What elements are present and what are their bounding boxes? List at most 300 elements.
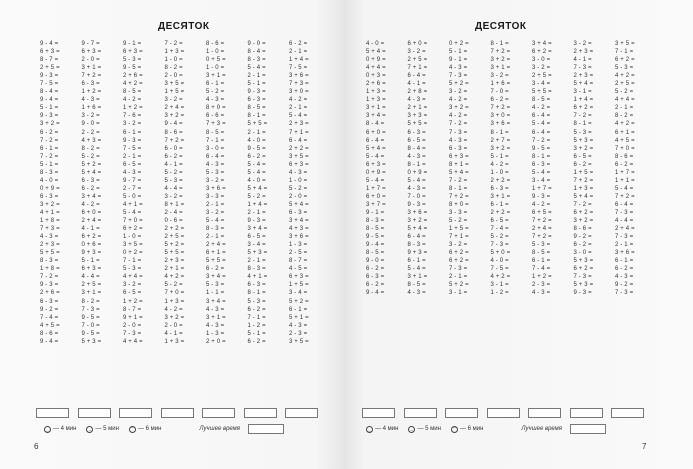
- exercise-item: 3 + 6 =: [289, 234, 309, 241]
- exercise-column: [366, 40, 402, 298]
- exercise-item: 6 - 3 =: [449, 145, 468, 152]
- exercise-item: 8 - 7 =: [123, 306, 142, 313]
- exercise-item: 7 + 0 =: [123, 218, 143, 225]
- exercise-item: 7 - 1 =: [206, 137, 225, 144]
- exercise-item: 6 - 6 =: [206, 113, 225, 120]
- exercise-item: 2 + 1 =: [164, 266, 185, 273]
- exercise-item: 3 + 2 =: [40, 201, 60, 208]
- exercise-item: 4 - 2 =: [490, 161, 509, 168]
- exercise-item: 1 + 6 =: [490, 81, 511, 88]
- exercise-item: 2 - 1 =: [206, 234, 225, 241]
- exercise-item: 1 + 3 =: [164, 298, 185, 305]
- exercise-item: 3 + 2 =: [407, 218, 428, 225]
- exercise-item: 9 - 3 =: [407, 201, 426, 208]
- exercise-item: 7 - 4 =: [490, 226, 509, 233]
- exercise-item: 8 - 6 =: [164, 129, 183, 136]
- exercise-item: 5 - 4 =: [532, 169, 551, 176]
- exercise-item: 6 - 2 =: [573, 161, 592, 168]
- exercise-item: 2 + 5 =: [407, 57, 428, 64]
- exercise-item: 7 + 2 =: [81, 73, 102, 80]
- exercise-item: 7 - 0 =: [407, 193, 426, 200]
- exercise-item: 6 + 2 =: [449, 250, 469, 257]
- exercise-item: 3 - 4 =: [532, 177, 551, 184]
- exercise-item: 4 + 2 =: [123, 81, 143, 88]
- exercise-item: 3 + 5 =: [615, 41, 635, 47]
- exercise-item: 8 - 6 =: [40, 330, 59, 337]
- legend-item: – — 5 мин: [408, 426, 440, 433]
- exercise-item: 2 + 5 =: [40, 65, 60, 72]
- exercise-item: 1 + 7 =: [366, 185, 386, 192]
- exercise-item: 4 + 5 =: [40, 322, 60, 329]
- exercise-item: 9 - 4 =: [40, 41, 59, 47]
- exercise-item: 2 - 0 =: [81, 57, 100, 64]
- exercise-item: 1 + 3 =: [164, 49, 185, 56]
- exercise-item: 7 + 3 =: [40, 226, 60, 233]
- legend-item: ‿ — 4 мин: [45, 426, 77, 432]
- exercise-item: 2 - 0 =: [289, 193, 308, 200]
- exercise-item: 5 - 1 =: [247, 330, 266, 337]
- exercise-item: 0 + 9 =: [366, 57, 386, 64]
- exercise-item: 7 - 2 =: [40, 137, 59, 144]
- exercise-item: 3 + 1 =: [81, 290, 102, 297]
- exercise-item: 4 - 1 =: [407, 81, 426, 88]
- exercise-item: 9 - 5 =: [81, 330, 100, 337]
- exercise-item: 3 - 2 =: [490, 73, 509, 80]
- exercise-item: 8 - 3 =: [247, 57, 266, 64]
- exercise-item: 9 - 0 =: [247, 41, 266, 47]
- exercise-item: 3 + 2 =: [573, 218, 594, 225]
- exercise-item: 4 + 4 =: [366, 65, 386, 72]
- exercise-item: 6 - 5 =: [407, 137, 426, 144]
- exercise-item: 9 - 5 =: [532, 145, 551, 152]
- exercise-item: 3 + 2 =: [40, 121, 60, 128]
- exercise-item: 2 + 3 =: [289, 121, 309, 128]
- exercise-item: 1 - 2 =: [247, 322, 266, 329]
- exercise-item: 6 - 4 =: [615, 201, 634, 208]
- exercise-item: 7 - 2 =: [532, 137, 551, 144]
- column-time-box[interactable]: [570, 408, 603, 418]
- exercise-item: 8 - 3 =: [40, 169, 59, 176]
- exercise-item: 9 - 3 =: [123, 137, 142, 144]
- exercise-item: 7 - 2 =: [573, 113, 592, 120]
- exercise-item: 4 + 1 =: [123, 201, 143, 208]
- exercise-item: 6 - 4 =: [366, 137, 385, 144]
- exercise-item: 5 - 4 =: [247, 65, 266, 72]
- exercise-item: 5 - 4 =: [289, 113, 308, 120]
- exercise-item: 2 + 2 =: [289, 145, 309, 152]
- exercise-item: 4 - 2 =: [532, 201, 551, 208]
- exercise-item: 3 + 0 =: [490, 113, 511, 120]
- exercise-item: 3 - 2 =: [123, 121, 142, 128]
- exercise-item: 4 - 3 =: [206, 322, 225, 329]
- exercise-item: 6 + 3 =: [289, 161, 309, 168]
- exercise-item: 6 - 2 =: [40, 129, 59, 136]
- exercise-item: 5 + 3 =: [573, 258, 594, 265]
- exercise-item: 9 - 1 =: [123, 41, 142, 47]
- exercise-item: 7 + 1 =: [407, 65, 428, 72]
- exercise-item: 6 - 4 =: [532, 129, 551, 136]
- exercise-item: 2 - 1 =: [123, 153, 142, 160]
- exercise-column: [40, 40, 76, 346]
- exercise-item: 5 - 1 =: [449, 49, 468, 56]
- exercise-item: 9 + 3 =: [407, 250, 428, 257]
- exercise-item: 3 - 2 =: [206, 177, 225, 184]
- exercise-item: 1 + 5 =: [164, 89, 185, 96]
- exercise-item: 6 - 1 =: [123, 129, 142, 136]
- exercise-item: 2 + 5 =: [164, 234, 185, 241]
- exercise-item: 2 - 1 =: [206, 201, 225, 208]
- exercise-item: 8 + 0 =: [206, 105, 226, 112]
- exercise-item: 9 - 3 =: [40, 73, 59, 80]
- exercise-item: 2 + 4 =: [81, 218, 102, 225]
- exercise-item: 4 - 2 =: [123, 97, 142, 104]
- exercise-item: 0 + 2 =: [123, 250, 143, 257]
- column-time-box[interactable]: [285, 408, 318, 418]
- exercise-item: 6 + 0 =: [366, 193, 386, 200]
- exercise-item: 8 - 6 =: [615, 153, 634, 160]
- exercise-item: 7 - 2 =: [449, 177, 468, 184]
- exercise-item: 8 - 3 =: [40, 258, 59, 265]
- exercise-item: 5 - 4 =: [532, 121, 551, 128]
- exercise-item: 9 - 5 =: [81, 314, 100, 321]
- legend-item: ‿ — 4 мин: [367, 426, 399, 432]
- column-time-box[interactable]: [611, 408, 644, 418]
- exercise-column: [82, 40, 118, 346]
- exercise-item: 5 - 2 =: [164, 169, 183, 176]
- column-time-box[interactable]: [404, 408, 437, 418]
- exercise-item: 7 - 3 =: [449, 73, 468, 80]
- exercise-item: 7 + 0 =: [615, 145, 635, 152]
- exercise-item: 5 + 2 =: [449, 282, 469, 289]
- best-time-input[interactable]: [570, 424, 606, 434]
- exercise-item: 6 - 2 =: [573, 242, 592, 249]
- exercise-item: 5 - 3 =: [532, 242, 551, 249]
- exercise-item: 3 - 2 =: [81, 113, 100, 120]
- exercise-item: 4 - 3 =: [449, 137, 468, 144]
- exercise-item: 6 + 2 =: [81, 234, 102, 241]
- exercise-item: 4 - 4 =: [81, 274, 100, 281]
- column-time-box[interactable]: [244, 408, 277, 418]
- exercise-item: 5 + 3 =: [573, 137, 594, 144]
- exercise-item: 3 + 5 =: [289, 338, 309, 345]
- smile-face-icon: ‿: [45, 426, 50, 432]
- exercise-item: 4 + 2 =: [490, 274, 511, 281]
- exercise-item: 6 - 2 =: [164, 153, 183, 160]
- column-time-box[interactable]: [445, 408, 478, 418]
- exercise-item: 5 + 2 =: [81, 161, 102, 168]
- exercise-item: 5 + 4 =: [573, 81, 594, 88]
- exercise-item: 3 + 4 =: [206, 298, 226, 305]
- exercise-item: 2 - 1 =: [449, 274, 468, 281]
- exercise-item: 4 + 4 =: [615, 97, 635, 104]
- exercise-item: 5 + 5 =: [247, 121, 268, 128]
- page-number: 7: [642, 442, 647, 451]
- exercise-item: 6 - 5 =: [123, 290, 142, 297]
- exercise-item: 1 - 0 =: [289, 177, 308, 184]
- exercise-item: 6 - 4 =: [532, 113, 551, 120]
- exercise-item: 5 - 4 =: [407, 177, 426, 184]
- exercise-item: 1 + 5 =: [573, 169, 594, 176]
- exercise-item: 5 - 2 =: [449, 218, 468, 225]
- legend-item: ⌒ — 6 мин: [130, 426, 162, 432]
- exercise-item: 3 + 7 =: [366, 201, 386, 208]
- column-time-box[interactable]: [36, 408, 69, 418]
- exercise-item: 8 + 1 =: [449, 161, 469, 168]
- exercise-item: 6 - 1 =: [289, 306, 308, 313]
- column-time-box[interactable]: [487, 408, 520, 418]
- exercise-item: 1 + 3 =: [573, 185, 594, 192]
- exercise-item: 3 + 5 =: [289, 153, 309, 160]
- exercise-item: 0 + 9 =: [407, 169, 428, 176]
- exercise-item: 5 - 3 =: [123, 57, 142, 64]
- exercise-item: 2 + 4 =: [164, 105, 185, 112]
- exercise-item: 4 + 3 =: [289, 226, 309, 233]
- exercise-item: 4 - 1 =: [164, 161, 183, 168]
- column-time-box[interactable]: [119, 408, 152, 418]
- legend-item: ⌒ — 6 мин: [452, 426, 484, 432]
- exercise-item: 2 - 0 =: [123, 322, 142, 329]
- column-time-box[interactable]: [528, 408, 561, 418]
- exercise-item: 3 + 4 =: [247, 226, 268, 233]
- exercise-item: 2 - 1 =: [247, 73, 266, 80]
- exercise-item: 6 - 2 =: [615, 266, 634, 273]
- column-time-box[interactable]: [161, 408, 194, 418]
- exercise-item: 4 - 3 =: [206, 161, 225, 168]
- exercise-item: 5 + 3 =: [573, 282, 594, 289]
- exercise-item: 1 - 0 =: [490, 169, 509, 176]
- exercise-item: 2 + 5 =: [532, 73, 552, 80]
- best-time-label: Лучшее время: [199, 426, 241, 432]
- exercise-item: 2 - 0 =: [164, 73, 183, 80]
- exercise-item: 6 + 3 =: [449, 153, 469, 160]
- exercise-item: 9 - 3 =: [573, 290, 592, 297]
- best-time-input[interactable]: [248, 424, 284, 434]
- exercise-item: 3 - 2 =: [206, 209, 225, 216]
- exercise-item: 4 + 1 =: [247, 274, 268, 281]
- exercise-item: 1 - 3 =: [206, 330, 225, 337]
- exercise-item: 6 - 4 =: [206, 153, 225, 160]
- exercise-item: 3 + 6 =: [289, 73, 309, 80]
- exercise-item: 6 + 2 =: [573, 209, 594, 216]
- exercise-item: 6 + 3 =: [81, 266, 102, 273]
- exercise-item: 9 - 3 =: [532, 193, 551, 200]
- exercise-item: 8 - 3 =: [247, 266, 266, 273]
- exercise-item: 5 - 2 =: [206, 89, 225, 96]
- exercise-item: 5 + 1 =: [289, 314, 309, 321]
- exercise-item: 5 - 3 =: [123, 266, 142, 273]
- exercise-item: 7 + 3 =: [206, 121, 226, 128]
- exercise-item: 5 + 3 =: [81, 338, 102, 345]
- exercise-item: 8 - 5 =: [366, 226, 385, 233]
- exercise-item: 1 - 0 =: [206, 65, 225, 72]
- exercise-item: 3 - 2 =: [164, 97, 183, 104]
- exercise-item: 3 - 2 =: [573, 41, 592, 47]
- exercise-item: 9 - 3 =: [247, 89, 266, 96]
- exercise-item: 7 - 2 =: [449, 121, 468, 128]
- exercise-item: 7 - 3 =: [615, 209, 634, 216]
- exercise-item: 2 + 3 =: [573, 73, 594, 80]
- exercise-item: 0 + 2 =: [449, 41, 469, 47]
- exercise-item: 3 + 0 =: [289, 89, 309, 96]
- exercise-item: 2 - 1 =: [615, 105, 634, 112]
- exercise-item: 6 - 0 =: [164, 145, 183, 152]
- exercise-item: 5 - 2 =: [247, 193, 266, 200]
- exercise-item: 3 + 6 =: [490, 121, 511, 128]
- exercise-item: 4 - 3 =: [407, 290, 426, 297]
- exercise-item: 7 + 2 =: [490, 105, 511, 112]
- exercise-item: 2 - 5 =: [289, 250, 308, 257]
- exercise-item: 0 + 3 =: [366, 73, 386, 80]
- exercise-item: 6 + 2 =: [532, 49, 552, 56]
- exercise-item: 3 - 3 =: [449, 209, 468, 216]
- exercise-item: 8 - 2 =: [81, 145, 100, 152]
- exercise-item: 1 + 4 =: [247, 201, 268, 208]
- exercise-item: 0 + 9 =: [40, 185, 60, 192]
- exercise-item: 2 + 3 =: [40, 242, 60, 249]
- exercise-item: 6 - 3 =: [81, 177, 100, 184]
- exercise-item: 8 - 5 =: [532, 250, 551, 257]
- exercise-item: 3 - 2 =: [449, 242, 468, 249]
- exercise-item: 8 - 5 =: [206, 129, 225, 136]
- exercise-item: 2 - 1 =: [615, 242, 634, 249]
- exercise-item: 1 + 7 =: [532, 185, 552, 192]
- exercise-item: 6 + 0 =: [366, 129, 386, 136]
- exercise-item: 4 - 0 =: [40, 177, 59, 184]
- exercise-item: 6 - 2 =: [366, 266, 385, 273]
- exercise-item: 8 - 1 =: [449, 185, 468, 192]
- exercise-item: 6 - 3 =: [490, 185, 509, 192]
- exercise-item: 5 + 2 =: [164, 242, 185, 249]
- exercise-item: 6 - 3 =: [366, 274, 385, 281]
- exercise-item: 2 + 0 =: [206, 338, 226, 345]
- exercise-item: 5 + 4 =: [366, 145, 386, 152]
- time-legend: [366, 424, 606, 434]
- exercise-item: 7 - 2 =: [40, 274, 59, 281]
- exercise-item: 4 - 3 =: [289, 322, 308, 329]
- exercise-item: 2 - 7 =: [123, 185, 142, 192]
- exercise-item: 5 - 4 =: [123, 209, 142, 216]
- exercise-item: 6 + 3 =: [289, 274, 309, 281]
- exercise-item: 8 - 3 =: [206, 226, 225, 233]
- exercise-item: 8 + 0 =: [449, 201, 469, 208]
- exercise-item: 7 - 1 =: [247, 314, 266, 321]
- exercise-item: 7 - 5 =: [490, 266, 509, 273]
- exercise-item: 7 + 2 =: [532, 218, 552, 225]
- exercise-item: 5 - 3 =: [615, 65, 634, 72]
- exercise-item: 2 + 8 =: [407, 89, 428, 96]
- exercise-item: 4 - 3 =: [449, 65, 468, 72]
- exercise-item: 9 - 4 =: [366, 290, 385, 297]
- exercise-item: 2 - 1 =: [247, 129, 266, 136]
- exercise-item: 7 - 3 =: [449, 266, 468, 273]
- exercise-column: [615, 40, 651, 298]
- exercise-item: 6 - 2 =: [615, 161, 634, 168]
- column-time-box[interactable]: [362, 408, 395, 418]
- exercise-item: 5 + 5 =: [407, 121, 428, 128]
- exercise-item: 2 + 3 =: [164, 258, 185, 265]
- exercise-item: 5 + 4 =: [81, 169, 102, 176]
- exercise-item: 5 + 4 =: [573, 193, 594, 200]
- exercise-item: 7 - 1 =: [123, 258, 142, 265]
- exercise-item: 5 + 4 =: [449, 169, 469, 176]
- exercise-item: 8 - 1 =: [532, 153, 551, 160]
- exercise-item: 1 + 5 =: [449, 226, 469, 233]
- exercise-item: 4 - 3 =: [532, 290, 551, 297]
- exercise-item: 3 - 2 =: [407, 49, 426, 56]
- exercise-item: 6 - 2 =: [366, 282, 385, 289]
- exercise-item: 5 - 2 =: [615, 89, 634, 96]
- exercise-item: 9 - 0 =: [81, 121, 100, 128]
- exercise-item: 2 + 4 =: [532, 226, 552, 233]
- exercise-item: 4 + 4 =: [123, 274, 143, 281]
- exercise-item: 4 - 0 =: [490, 258, 509, 265]
- exercise-item: 6 - 5 =: [490, 218, 509, 225]
- exercise-item: 1 + 3 =: [366, 97, 386, 104]
- exercise-item: 3 - 2 =: [123, 282, 142, 289]
- exercise-item: 1 - 0 =: [206, 49, 225, 56]
- exercise-item: 3 + 2 =: [449, 105, 469, 112]
- exercise-item: 1 + 8 =: [40, 218, 60, 225]
- exercise-item: 1 + 7 =: [615, 169, 635, 176]
- exercise-item: 3 + 4 =: [81, 193, 102, 200]
- exercise-item: 7 + 2 =: [449, 193, 469, 200]
- exercise-item: 3 - 4 =: [532, 81, 551, 88]
- exercise-item: 1 - 3 =: [289, 242, 308, 249]
- exercise-item: 7 + 0 =: [164, 290, 185, 297]
- exercise-item: 8 - 7 =: [289, 258, 308, 265]
- exercise-item: 4 - 0 =: [247, 137, 266, 144]
- exercise-column: [248, 40, 284, 346]
- exercise-item: 6 - 4 =: [407, 73, 426, 80]
- exercise-item: 2 + 5 =: [81, 282, 102, 289]
- exercise-item: 6 + 3 =: [123, 49, 143, 56]
- exercise-item: 4 - 3 =: [40, 234, 59, 241]
- exercise-item: 3 + 6 =: [615, 250, 635, 257]
- exercise-column: [491, 40, 527, 298]
- exercise-item: 3 + 1 =: [206, 314, 226, 321]
- exercise-item: 3 + 2 =: [164, 314, 185, 321]
- exercise-item: 8 + 1 =: [164, 201, 185, 208]
- exercise-item: 2 + 2 =: [490, 209, 511, 216]
- exercise-item: 4 - 3 =: [407, 153, 426, 160]
- exercise-item: 9 - 0 =: [366, 258, 385, 265]
- exercise-item: 1 + 4 =: [289, 57, 309, 64]
- exercise-item: 6 - 1 =: [407, 258, 426, 265]
- exercise-item: 5 + 0 =: [490, 250, 511, 257]
- column-time-box[interactable]: [78, 408, 111, 418]
- exercise-item: 7 + 2 =: [532, 234, 552, 241]
- exercise-item: 6 - 4 =: [289, 137, 308, 144]
- exercise-item: 3 - 4 =: [247, 242, 266, 249]
- exercise-item: 3 + 1 =: [407, 274, 428, 281]
- exercise-item: 7 - 5 =: [289, 65, 308, 72]
- exercise-item: 4 - 2 =: [449, 113, 468, 120]
- exercise-item: 9 - 4 =: [164, 121, 183, 128]
- exercise-item: 6 - 1 =: [206, 81, 225, 88]
- exercise-item: 3 + 2 =: [164, 113, 185, 120]
- exercise-item: 6 + 5 =: [532, 209, 552, 216]
- exercise-item: 8 - 1 =: [573, 121, 592, 128]
- exercise-item: 4 - 1 =: [573, 57, 592, 64]
- exercise-item: 9 - 7 =: [123, 177, 142, 184]
- exercise-item: 3 - 2 =: [164, 193, 183, 200]
- exercise-item: 1 + 2 =: [532, 274, 552, 281]
- exercise-item: 3 + 6 =: [407, 209, 428, 216]
- exercise-item: 9 - 4 =: [40, 338, 59, 345]
- column-time-box[interactable]: [202, 408, 235, 418]
- exercise-item: 1 - 1 =: [206, 290, 225, 297]
- exercise-item: 6 - 2 =: [490, 97, 509, 104]
